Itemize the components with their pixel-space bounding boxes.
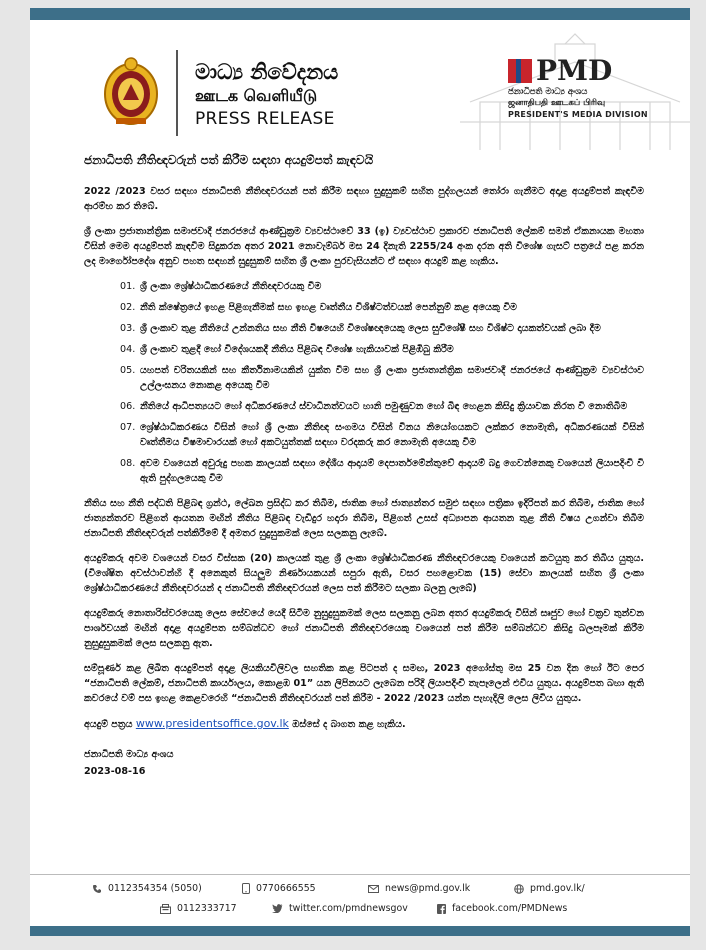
list-number: 04.	[120, 344, 136, 355]
list-number: 08.	[120, 458, 136, 469]
body-paragraph: නීතිය සහ නීති පද්ධති පිළිබඳ ග්‍රන්ථ, ලේඛන ප්‍රසිද්ධ කර තිබීම, ජාතික හෝ ජාත්‍යන්තර සමුළු සඳහා පත්‍රිකා ඉදිරිපත් කර තිබීම, ජාතික හෝ ජාත්‍යන්තරව පිළිගත් ආයතන මඟින් නීතිය පිළිබඳ වැඩිදුර හදාරා තිබීම, පිළිගත් උසස් අධ්‍යාපන ආයතන තුළ නීති විෂය උගන්වා තිබීම ජනාධිපති නීතිඥවරුන් පත්කිරීමේ දී අමතර සුදුසුකමක් ලෙස සලකනු ලැබේ.	[84, 498, 644, 539]
pmd-mark-icon	[508, 59, 532, 83]
list-text: අවම වශයෙන් අවුරුදු පහක කාලයක් සඳහා දේශීය ආදායම් දෙපාර්තමේන්තුවේ ආදායම් බදු ගෙවන්නෙකු වශයෙන් ලියාපදිංචි වී ඇති පුද්ගලයෙකු වීම	[140, 458, 644, 484]
signature-org: ජනාධිපති මාධ්‍ය අංශය	[84, 749, 174, 760]
list-number: 03.	[120, 323, 136, 334]
list-number: 07.	[120, 422, 136, 433]
fax-number: 0112333717	[177, 903, 237, 914]
list-text: නීතියේ ආධිපත්‍යයට හෝ අධිකරණයේ ස්වාධීනත්වයට හානි පමුණුවන හෝ බිඳ හෙළන කිසිදු ක්‍රියාවක නිරත වී නොතිබීම	[140, 401, 628, 412]
criteria-list	[120, 279, 644, 486]
download-prefix: අයදුම් පත්‍රය	[84, 719, 133, 730]
pmd-sub-tamil: ஜனாதிபதி ஊடகப் பிரிவு	[508, 98, 606, 108]
facebook-page: facebook.com/PMDNews	[452, 903, 568, 914]
website-address: pmd.gov.lk/	[530, 883, 585, 894]
press-release-sinhala: මාධ්‍ය නිවේදනය	[195, 60, 339, 84]
list-number: 05.	[120, 365, 136, 376]
phone-icon	[92, 884, 102, 894]
pmd-sub-english: PRESIDENT'S MEDIA DIVISION	[508, 110, 648, 119]
list-item	[120, 279, 644, 294]
email-address: news@pmd.gov.lk	[385, 883, 471, 894]
footer-web	[514, 883, 585, 894]
bottom-accent-bar	[30, 926, 690, 936]
footer-row-1	[92, 883, 585, 894]
list-number: 01.	[120, 281, 136, 292]
footer-facebook	[437, 903, 567, 914]
list-number: 06.	[120, 401, 136, 412]
list-number: 02.	[120, 302, 136, 313]
download-suffix: ඔස්සේ ද බාගත කළ හැකිය.	[292, 719, 406, 730]
list-item	[120, 420, 644, 450]
list-text: යහපත් චරිතයකින් සහ කීර්තිනාමයකින් යුක්ත වීම සහ ශ්‍රී ලංකා ප්‍රජාතාන්ත්‍රික සමාජවාදී ජනරජයේ ආණ්ඩුක්‍රම ව්‍යවස්ථාව උල්ලංඝනය නොකළ අයෙකු වීම	[140, 365, 644, 391]
body-paragraph: අයදුම්කරු නොතාරිස්වරයෙකු ලෙස සේවයේ යෙදී සිටීම නුසුදුසුකමක් ලෙස සලකනු ලබන අතර අයදුම්කරු විසින් සෘජුව හෝ වක්‍රව තුන්වන පාර්ශවයක් මඟින් අදාළ අයදුම්පත සම්බන්ධව හෝ ජනාධිපති නීතිඥවරයෙකු වශයෙන් පත් කිරීම සම්බන්ධව කිසිදු බලපෑමක් කිරීම නුසුදුසුකමක් ලෙස සලකනු ඇත.	[84, 608, 644, 649]
twitter-handle: twitter.com/pmdnewsgov	[289, 903, 408, 914]
letterhead	[30, 20, 690, 150]
list-item	[120, 363, 644, 393]
national-emblem-icon	[102, 56, 160, 128]
body-paragraph: ශ්‍රී ලංකා ප්‍රජාතාන්ත්‍රික සමාජවාදී ජනරජයේ ආණ්ඩුක්‍රම ව්‍යවස්ථාවේ 33 (ඉ) ව්‍යවස්ථාව ප්‍රකාරව ජනාධිපති ලේකම් සමන් ඒකනායක මහතා විසින් මෙම අයදුම්පත් කැඳවීම සිදුකරන අතර 2021 නොවැම්බර් මස 24 දිනැති 2255/24 අංක දරන අති විශේෂ ගැසට් පත්‍රයේ පළ කරන ලද මාර්ගෝපදේශ අනුව පහත සඳහන් සුදුසුකම් සහිත ශ්‍රී ලංකා පුරවැසියන්ට ඒ සඳහා අයදුම් කළ හැකිය.	[84, 226, 644, 267]
list-text: ශ්‍රී ලංකාව තුළදී හෝ විදේශයකදී නීතිය පිළිබඳ විශේෂ හැකියාවක් පිළිඹිබු කිරීම	[140, 344, 454, 355]
footer-twitter	[272, 903, 437, 914]
header-divider	[176, 50, 178, 136]
footer-fax	[160, 903, 272, 914]
phone-number: 0112354354 (5050)	[108, 883, 202, 894]
release-body	[84, 153, 644, 780]
release-date: 2023-08-16	[84, 766, 146, 777]
pmd-logo-text: PMD	[536, 54, 613, 87]
footer-mobile	[242, 883, 368, 894]
globe-icon	[514, 884, 524, 894]
fax-icon	[160, 904, 171, 914]
list-text: ශ්‍රී ලංකාව තුළ නීතියේ උන්නතිය සහ නීති විෂයෙහි විශේෂඥයෙකු ලෙස සුවිශේෂී සහ විශිෂ්ට දායකත්වයක් ලබා දීම	[140, 323, 601, 334]
top-accent-bar	[30, 8, 690, 20]
footer-email	[368, 883, 514, 894]
contact-footer	[30, 874, 690, 922]
pmd-logo	[508, 54, 658, 120]
footer-phone	[92, 883, 242, 894]
list-item	[120, 399, 644, 414]
mobile-number: 0770666555	[256, 883, 316, 894]
press-release-heading	[195, 60, 338, 130]
release-title: ජනාධිපති නීතිඥවරුන් පත් කිරීම සඳහා අයදුම්පත් කැඳවයි	[84, 153, 374, 167]
list-item	[120, 342, 644, 357]
pmd-sub-sinhala: ජනාධිපති මාධ්‍ය අංශය	[508, 87, 588, 97]
press-release-tamil: ஊடக வெளியீடு	[195, 86, 318, 105]
signature-block	[84, 746, 644, 780]
list-item	[120, 300, 644, 315]
list-text: නීති ක්ෂේත්‍රයේ ඉහළ පිළිගැනීමක් සහ ඉහළ වෘත්තීය විශිෂ්ටත්වයක් පෙන්නුම් කළ අයෙකු වීම	[140, 302, 517, 313]
download-note	[84, 716, 644, 732]
body-paragraph: අයදුම්කරු අවම වශයෙන් වසර විස්සක (20) කාලයක් තුළ ශ්‍රී ලංකා ශ්‍රේෂ්ඨාධිකරණ නීතිඥවරයෙකු වශයෙන් කටයුතු කර තිබිය යුතුය. (විශේෂිත අවස්ථාවන්හි දී අනෙකුත් සියලුම නිර්ණායකයන් සපුරා ඇති, වසර පහළොවක (15) සේවා කාලයක් සහිත ශ්‍රී ලංකා ශ්‍රේෂ්ඨාධිකරණයේ නීතිඥවරයන් ද ජනාධිපති නීතිඥවරයන් ලෙස පත් කිරීමට සලකා බලනු ලැබේ)	[84, 553, 644, 594]
facebook-icon	[437, 904, 446, 914]
body-paragraph: 2022 /2023 වසර සඳහා ජනාධිපති නීතිඥවරයන් පත් කිරීම සඳහා සුදුසුකම් සහිත පුද්ගලයන් තෝරා ගැනීමට අදාළ අයදුම්පත් කැඳවීම ආරම්භ කර තිබේ.	[84, 186, 644, 212]
email-icon	[368, 885, 379, 893]
list-text: ශ්‍රී ලංකා ශ්‍රේෂ්ඨාධිකරණයේ නීතිඥවරයකු වීම	[140, 281, 322, 292]
twitter-icon	[272, 904, 283, 913]
press-release-english: PRESS RELEASE	[195, 109, 335, 129]
footer-row-2	[160, 903, 567, 914]
presidents-office-link[interactable]: www.presidentsoffice.gov.lk	[135, 717, 289, 730]
list-item	[120, 456, 644, 486]
mobile-icon	[242, 883, 250, 894]
body-paragraph: සම්පූර්ණ කළ ලිඛිත අයදුම්පත් අදාළ ලියකියවිලිවල සහතික කළ පිටපත් ද සමඟ, 2023 අගෝස්තු මස 25 වන දින හෝ ඊට පෙර “ජනාධිපති ලේකම්, ජනාධිපති කාර්යාලය, කොළඹ 01” යන ලිපිනයට ලැබෙන පරිදි ලියාපදිංචි තැපෑලෙන් එවිය යුතුය. අයදුම්පත බහා ඇති කවරයේ වම් පස ඉහළ කෙළවරෙහි “ජනාධිපති නීතිඥවරයන් පත් කිරීම - 2022 /2023 යන්න පැහැදිලි ලෙස ලිවිය යුතුය.	[84, 663, 644, 704]
press-release-page	[30, 8, 690, 936]
list-item	[120, 321, 644, 336]
list-text: ශ්‍රේෂ්ඨාධිකරණය විසින් හෝ ශ්‍රී ලංකා නීතිඥ සංගමය විසින් විනය නියෝගයකට ලක්කර නොමැති, අධිකරණයක් විසින් වෘත්තීමය විෂමාචාරයක් හෝ අකටයුත්තක් සඳහා වරදකරු කර නොමැති අයෙකු වීම	[140, 422, 644, 448]
